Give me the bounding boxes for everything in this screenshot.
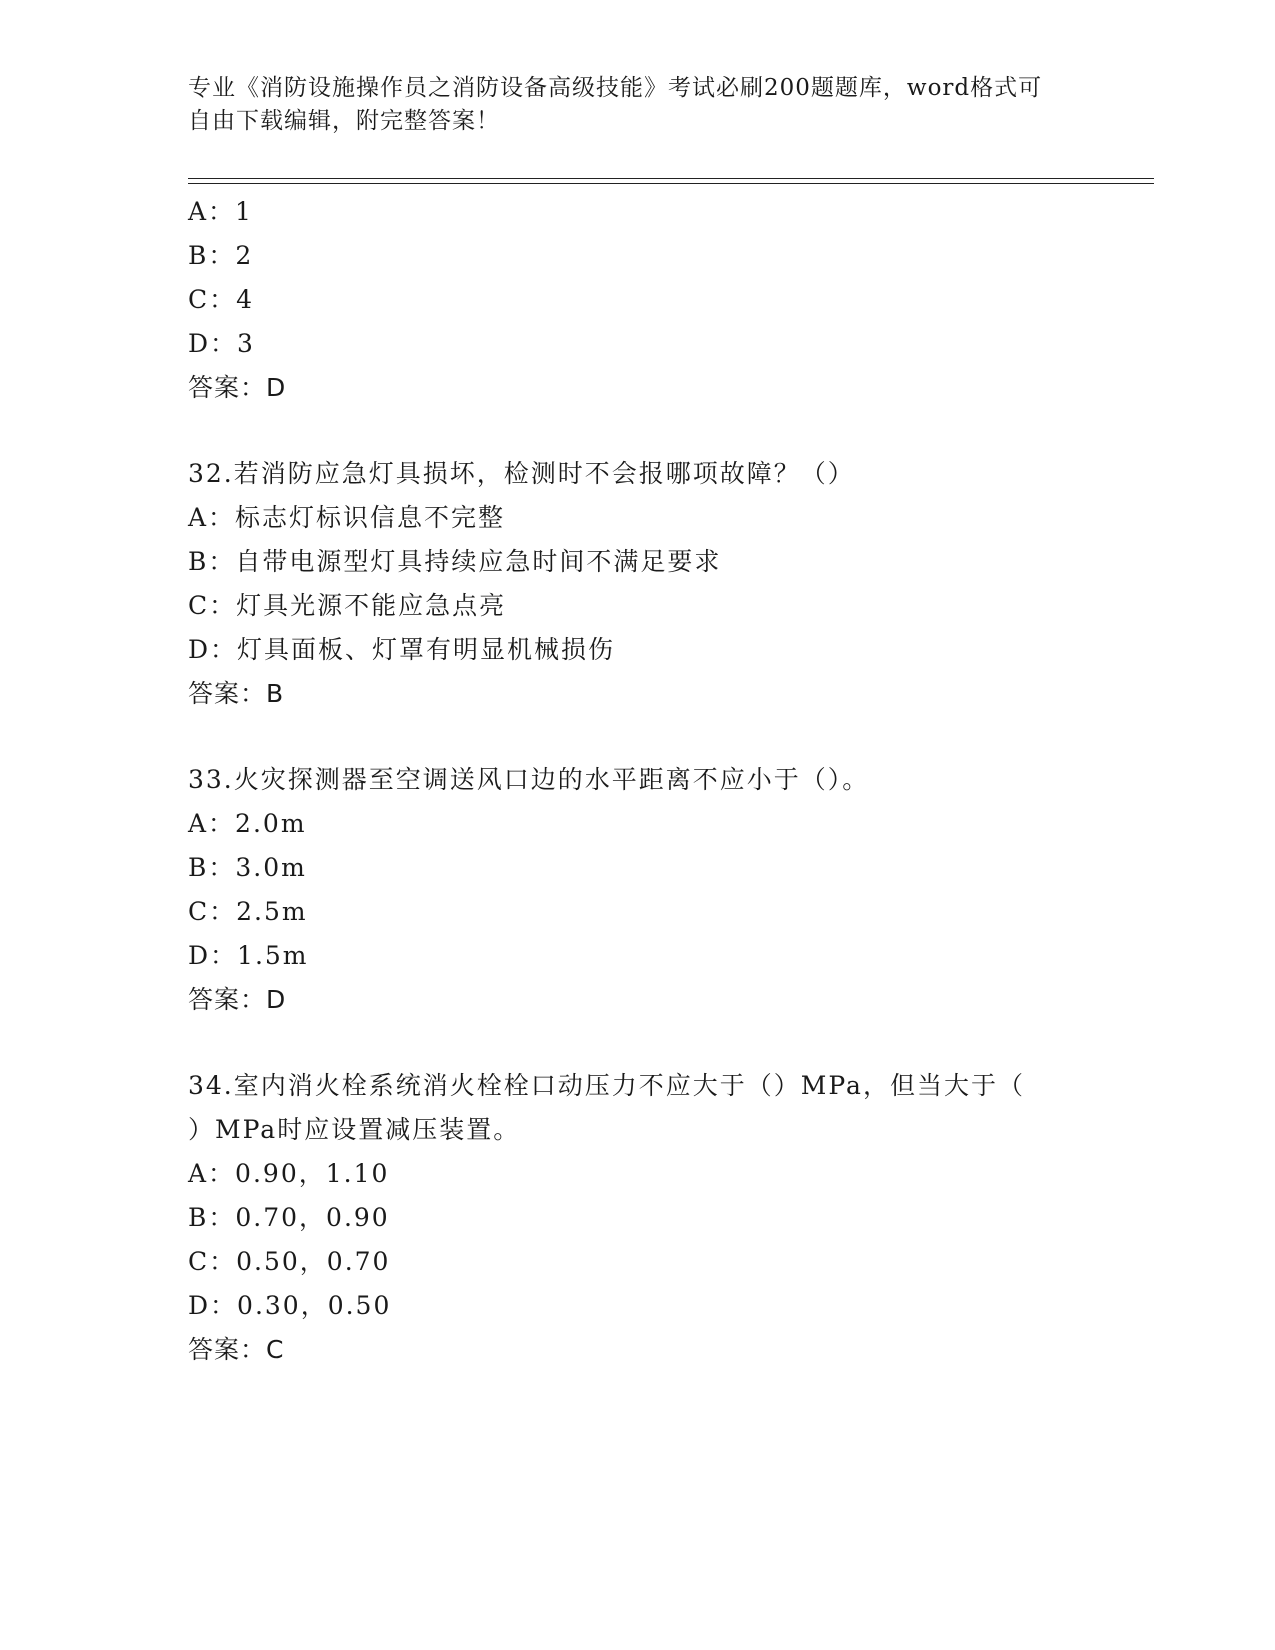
header-line-1: 专业《消防设施操作员之消防设备高级技能》考试必刷200题题库，word格式可 xyxy=(188,75,1043,101)
q34-question-line-2: ）MPa时应设置减压装置。 xyxy=(188,1115,521,1144)
q34-answer: 答案：C xyxy=(188,1335,285,1364)
q34-option-a: A：0.90，1.10 xyxy=(188,1159,390,1188)
q31-answer: 答案：D xyxy=(188,373,287,402)
header-divider-top xyxy=(188,178,1154,179)
q34-question-line-1: 34.室内消火栓系统消火栓栓口动压力不应大于（）MPa，但当大于（ xyxy=(188,1071,1025,1100)
header-divider-bottom xyxy=(188,183,1154,184)
q32-option-d: D：灯具面板、灯罩有明显机械损伤 xyxy=(188,635,616,664)
q33-option-c: C：2.5m xyxy=(188,897,308,926)
q34-option-c: C：0.50，0.70 xyxy=(188,1247,391,1276)
q31-option-c: C：4 xyxy=(188,285,255,314)
q31-option-a: A：1 xyxy=(188,197,253,226)
q33-answer: 答案：D xyxy=(188,985,287,1014)
q33-option-b: B：3.0m xyxy=(188,853,307,882)
q32-answer: 答案：B xyxy=(188,679,285,708)
q32-question: 32.若消防应急灯具损坏，检测时不会报哪项故障？（） xyxy=(188,459,855,488)
q33-option-a: A：2.0m xyxy=(188,809,307,838)
q31-option-b: B：2 xyxy=(188,241,254,270)
q32-option-b: B：自带电源型灯具持续应急时间不满足要求 xyxy=(188,547,722,576)
header-line-2: 自由下载编辑，附完整答案！ xyxy=(188,108,500,134)
q31-option-d: D：3 xyxy=(188,329,255,358)
q33-question: 33.火灾探测器至空调送风口边的水平距离不应小于（）。 xyxy=(188,765,870,794)
q34-option-b: B：0.70，0.90 xyxy=(188,1203,390,1232)
q34-option-d: D：0.30，0.50 xyxy=(188,1291,392,1320)
q32-option-a: A：标志灯标识信息不完整 xyxy=(188,503,506,532)
q33-option-d: D：1.5m xyxy=(188,941,309,970)
q32-option-c: C：灯具光源不能应急点亮 xyxy=(188,591,507,620)
document-header xyxy=(188,72,1088,138)
